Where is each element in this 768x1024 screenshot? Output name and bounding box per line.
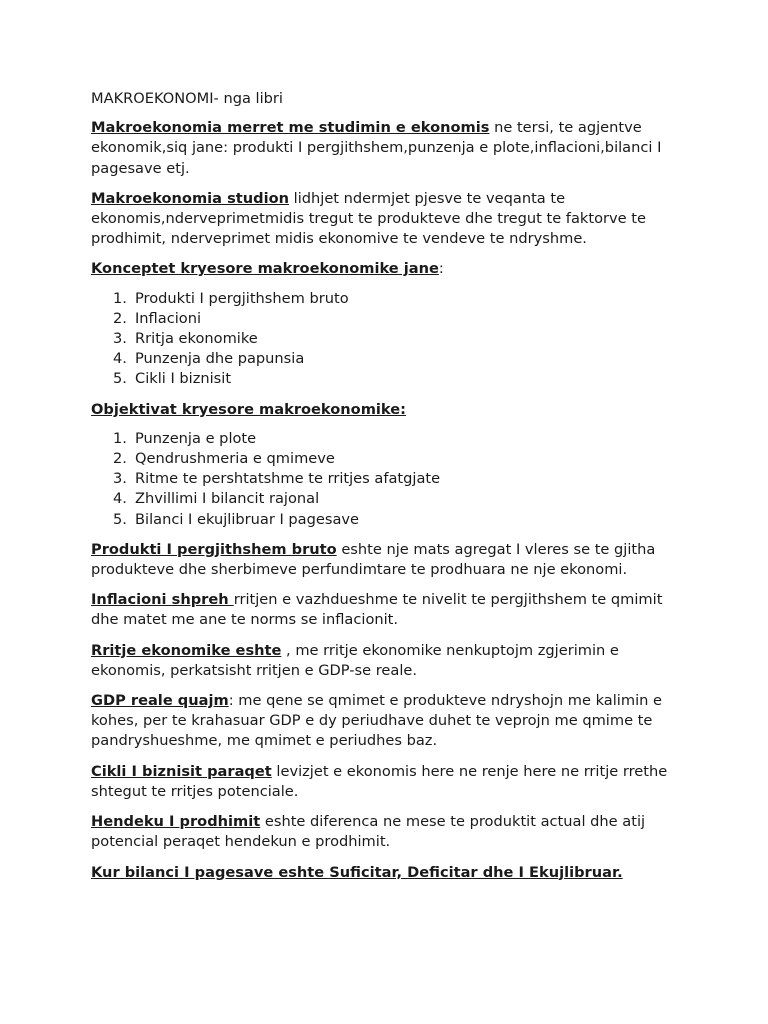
paragraph-5	[91, 641, 691, 681]
paragraph-9-lead: Kur bilanci I pagesave eshte Suficitar, Deficitar dhe I Ekujlibruar.	[91, 863, 623, 881]
paragraph-2-lead: Makroekonomia studion	[91, 189, 290, 207]
paragraph-1-lead: Makroekonomia merret me studimin e ekonomis	[91, 119, 490, 137]
heading-objectives-lead: Objektivat kryesore makroekonomike:	[91, 400, 406, 418]
paragraph-7-text: levizjet e ekonomis here ne renje here ne rritje rrethe shtegut te rritjes potenciale.	[91, 762, 668, 800]
heading-concepts-text: :	[438, 260, 444, 278]
paragraph-1	[91, 118, 691, 179]
heading-concepts	[91, 259, 691, 279]
paragraph-8-lead: Hendeku I prodhimit	[91, 813, 261, 831]
heading-concepts-lead: Konceptet kryesore makroekonomike jane	[91, 260, 439, 278]
paragraph-4-lead: Inflacioni shpreh	[91, 591, 234, 609]
paragraph-7-lead: Cikli I biznisit paraqet	[91, 762, 272, 780]
list-item: 4. Punzenja dhe papunsia	[113, 350, 305, 368]
objectives-list	[91, 429, 691, 530]
paragraph-2-text: lidhjet ndermjet pjesve te veqanta te ekonomis,nderveprimetmidis tregut te produkteve dhe tregut te faktorve te prodhimit, nderveprimet midis ekonomive te vendeve te ndryshme.	[91, 189, 646, 248]
paragraph-4-text: rritjen e vazhdueshme te nivelit te pergjithshem te qmimit dhe matet me ane te norms se inflacionit.	[91, 591, 663, 629]
paragraph-6-text: : me qene se qmimet e produkteve ndryshojn me kalimin e kohes, per te krahasuar GDP e dy periudhave duhet te veprojn me qmime te pandryshueshme, me qmimet e periudhes baz.	[91, 692, 662, 750]
concepts-list	[91, 289, 691, 390]
paragraph-2	[91, 189, 691, 250]
list-item: 4. Zhvillimi I bilancit rajonal	[113, 490, 320, 508]
list-item: 1. Punzenja e plote	[113, 429, 257, 447]
paragraph-8	[91, 812, 691, 852]
paragraph-6	[91, 691, 691, 752]
paragraph-3-lead: Produkti I pergjithshem bruto	[91, 540, 337, 558]
paragraph-7	[91, 762, 691, 802]
list-item: 3. Rritja ekonomike	[113, 330, 258, 348]
list-item: 5. Bilanci I ekujlibruar I pagesave	[113, 510, 360, 528]
document-title: MAKROEKONOMI- nga libri	[91, 90, 283, 107]
list-item: 3. Ritme te pershtatshme te rritjes afatgjate	[113, 470, 441, 488]
list-item: 2. Inflacioni	[113, 309, 201, 327]
paragraph-9	[91, 863, 691, 883]
list-item: 1. Produkti I pergjithshem bruto	[113, 289, 349, 307]
paragraph-8-text: eshte diferenca ne mese te produktit actual dhe atij potencial peraqet hendekun e prodhimit.	[91, 813, 646, 851]
heading-objectives	[91, 400, 691, 420]
list-item: 5. Cikli I biznisit	[113, 370, 232, 388]
paragraph-5-text: , me rritje ekonomike nenkuptojm zgjerimin e ekonomis, perkatsisht rritjen e GDP-se reale.	[91, 641, 619, 679]
paragraph-3	[91, 540, 691, 580]
paragraph-4	[91, 590, 691, 630]
paragraph-1-text: ne tersi, te agjentve ekonomik,siq jane: produkti I pergjithshem,punzenja e plote,inflacioni,bilanci I pagesave etj.	[91, 119, 662, 177]
document-body	[91, 89, 691, 893]
paragraph-6-lead: GDP reale quajm	[91, 692, 229, 710]
paragraph-3-text: eshte nje mats agregat I vleres se te gjitha produkteve dhe sherbimeve perfundimtare te prodhuara ne nje ekonomi.	[91, 540, 656, 579]
list-item: 2. Qendrushmeria e qmimeve	[113, 450, 335, 468]
paragraph-5-lead: Rritje ekonomike eshte	[91, 641, 282, 659]
